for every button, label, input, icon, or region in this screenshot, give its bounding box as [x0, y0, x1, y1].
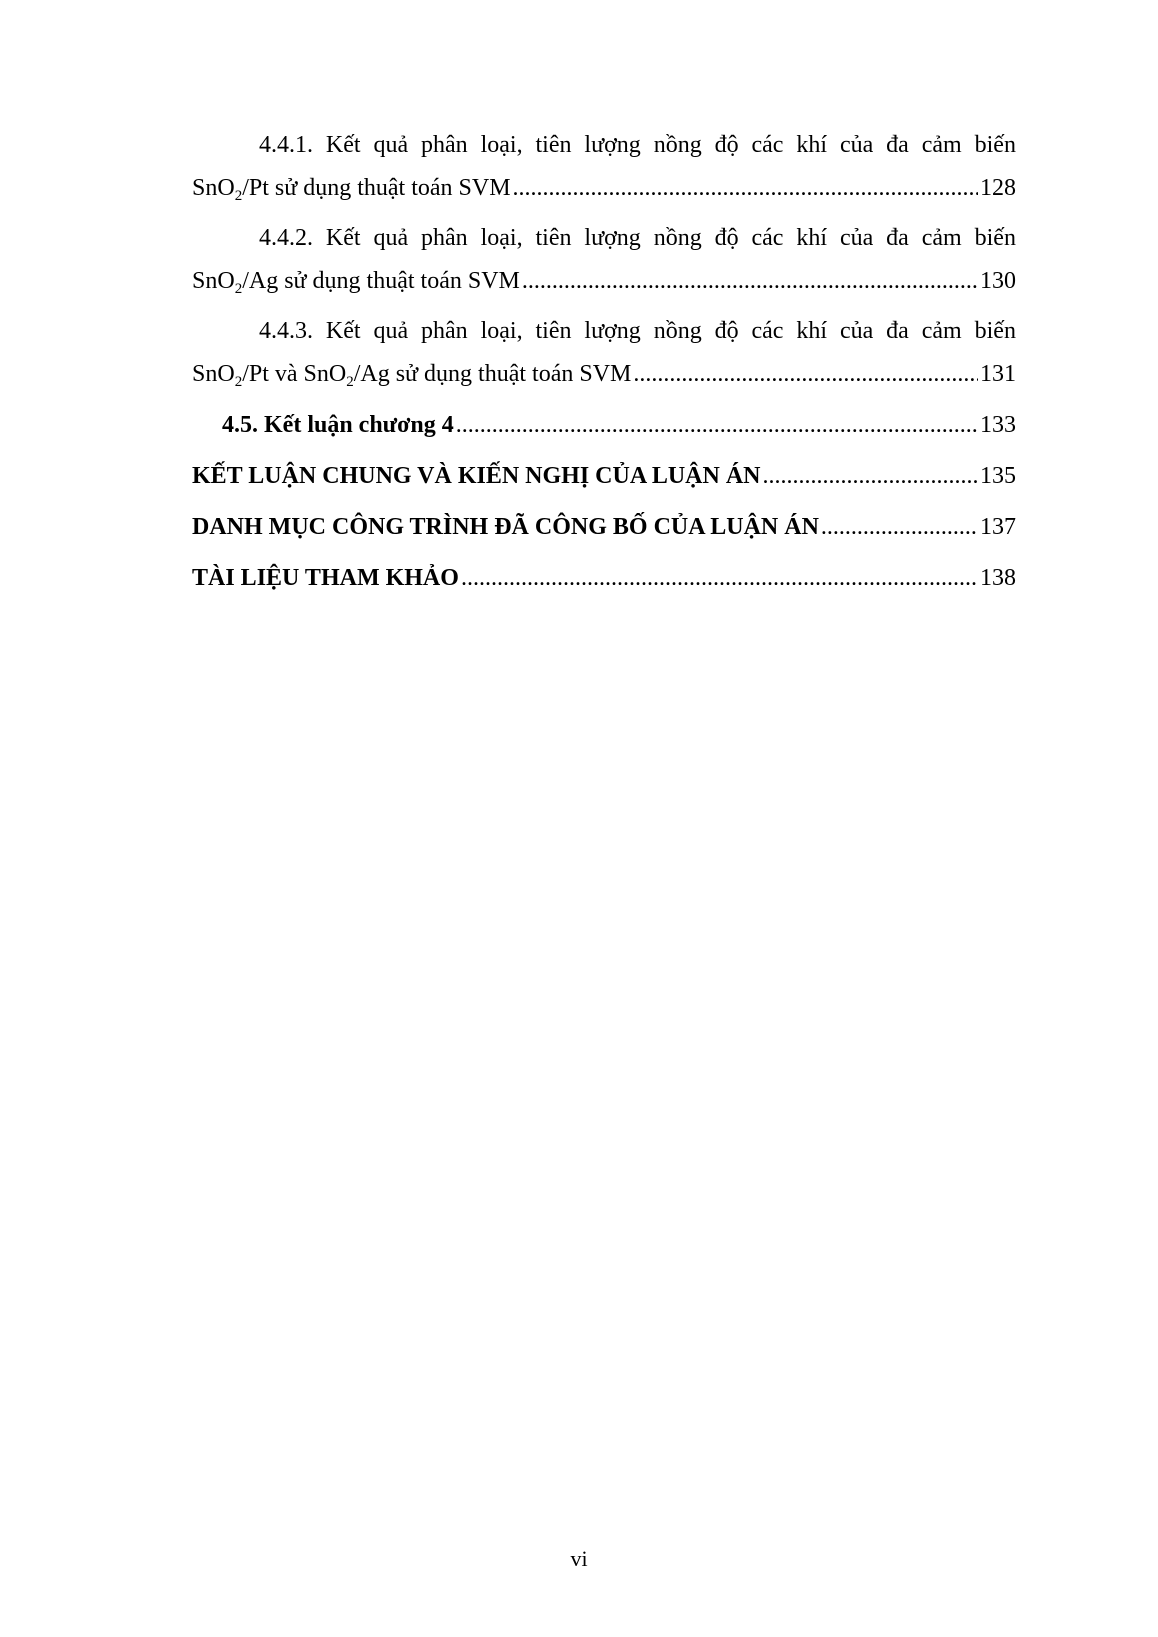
toc-page-number: 138 — [980, 565, 1016, 591]
dot-leader — [633, 362, 978, 386]
toc-word: lượng — [584, 132, 641, 158]
toc-word: loại, — [480, 225, 523, 251]
formula-part: SnO — [192, 175, 235, 201]
toc-word: quả — [373, 132, 409, 158]
toc-word: biến — [974, 132, 1016, 158]
toc-entry-4-4-3-line1 — [192, 319, 1016, 349]
toc-entry-4-5[interactable] — [192, 413, 1016, 443]
toc-word: đa — [886, 318, 909, 344]
toc-word: 4.4.1. — [259, 132, 313, 158]
formula-part: /Pt sử dụng thuật toán SVM — [242, 175, 511, 201]
dot-leader — [763, 464, 978, 488]
toc-word: Kết — [325, 318, 361, 344]
toc-entry-title: KẾT LUẬN CHUNG VÀ KIẾN NGHỊ CỦA LUẬN ÁN — [192, 463, 761, 489]
toc-entry-title: TÀI LIỆU THAM KHẢO — [192, 565, 459, 591]
toc-page-number: 131 — [980, 361, 1016, 387]
dot-leader — [456, 413, 978, 437]
toc-entry-danh-muc[interactable] — [192, 515, 1016, 545]
toc-word: nồng — [653, 132, 702, 158]
toc-entry-tai-lieu[interactable] — [192, 566, 1016, 596]
toc-word: khí — [796, 318, 828, 344]
toc-word: nồng — [653, 225, 702, 251]
formula-part: /Ag sử dụng thuật toán SVM — [353, 361, 632, 387]
toc-word: độ — [714, 132, 739, 158]
toc-word: lượng — [584, 318, 641, 344]
toc-entry-4-4-1-line2[interactable] — [192, 176, 1016, 206]
toc-word: lượng — [584, 225, 641, 251]
formula-part: /Pt và SnO — [242, 361, 347, 387]
toc-word: biến — [974, 318, 1016, 344]
toc-word: của — [839, 318, 874, 344]
formula-subscript: 2 — [234, 281, 243, 297]
toc-entry-4-4-1-line1 — [192, 133, 1016, 163]
toc-entry-4-4-3-line2[interactable] — [192, 362, 1016, 392]
formula-part: /Ag sử dụng thuật toán SVM — [242, 268, 520, 294]
toc-entry-4-4-2-line2[interactable] — [192, 269, 1016, 299]
dot-leader — [821, 515, 978, 539]
toc-word: tiên — [535, 225, 572, 251]
toc-word: cảm — [921, 225, 962, 251]
toc-word: quả — [373, 225, 409, 251]
toc-word: biến — [974, 225, 1016, 251]
toc-word: độ — [714, 225, 739, 251]
toc-word: khí — [796, 132, 828, 158]
page-number: vi — [570, 1546, 588, 1571]
toc-word: phân — [421, 225, 468, 251]
toc-word: các — [751, 225, 784, 251]
toc-word: loại, — [480, 318, 523, 344]
formula-subscript: 2 — [234, 188, 243, 204]
formula-part: SnO — [192, 268, 235, 294]
toc-word: tiên — [535, 318, 572, 344]
toc-page-number: 130 — [980, 268, 1016, 294]
formula-part: SnO — [192, 361, 235, 387]
toc-word: tiên — [535, 132, 572, 158]
toc-entry-title: 4.5. Kết luận chương 4 — [222, 412, 454, 438]
toc-word: Kết — [325, 225, 361, 251]
toc-word: các — [751, 132, 784, 158]
toc-word: 4.4.2. — [259, 225, 313, 251]
toc-word: 4.4.3. — [259, 318, 313, 344]
toc-page-number: 128 — [980, 175, 1016, 201]
toc-word: phân — [421, 318, 468, 344]
dot-leader — [461, 566, 978, 590]
toc-word: cảm — [921, 132, 962, 158]
toc-page-number: 137 — [980, 514, 1016, 540]
toc-page-number: 135 — [980, 463, 1016, 489]
toc-word: độ — [714, 318, 739, 344]
dot-leader — [522, 269, 978, 293]
toc-word: cảm — [921, 318, 962, 344]
formula-subscript: 2 — [234, 374, 243, 390]
toc-page-number: 133 — [980, 412, 1016, 438]
toc-entry-ket-luan-chung[interactable] — [192, 464, 1016, 494]
toc-word: quả — [373, 318, 409, 344]
formula-subscript: 2 — [346, 374, 354, 390]
toc-word: loại, — [480, 132, 523, 158]
toc-entry-title: DANH MỤC CÔNG TRÌNH ĐÃ CÔNG BỐ CỦA LUẬN ÁN — [192, 514, 819, 540]
dot-leader — [513, 176, 978, 200]
toc-word: các — [751, 318, 784, 344]
toc-word: phân — [421, 132, 468, 158]
toc-word: Kết — [325, 132, 361, 158]
toc-word: đa — [886, 132, 909, 158]
toc-word: khí — [796, 225, 828, 251]
toc-entry-text — [192, 175, 511, 204]
toc-word: của — [839, 132, 874, 158]
toc-entry-text — [192, 268, 520, 297]
toc-word: nồng — [653, 318, 702, 344]
toc-entry-text — [192, 361, 632, 390]
toc-word: của — [839, 225, 874, 251]
toc-word: đa — [886, 225, 909, 251]
toc-entry-4-4-2-line1 — [192, 226, 1016, 256]
